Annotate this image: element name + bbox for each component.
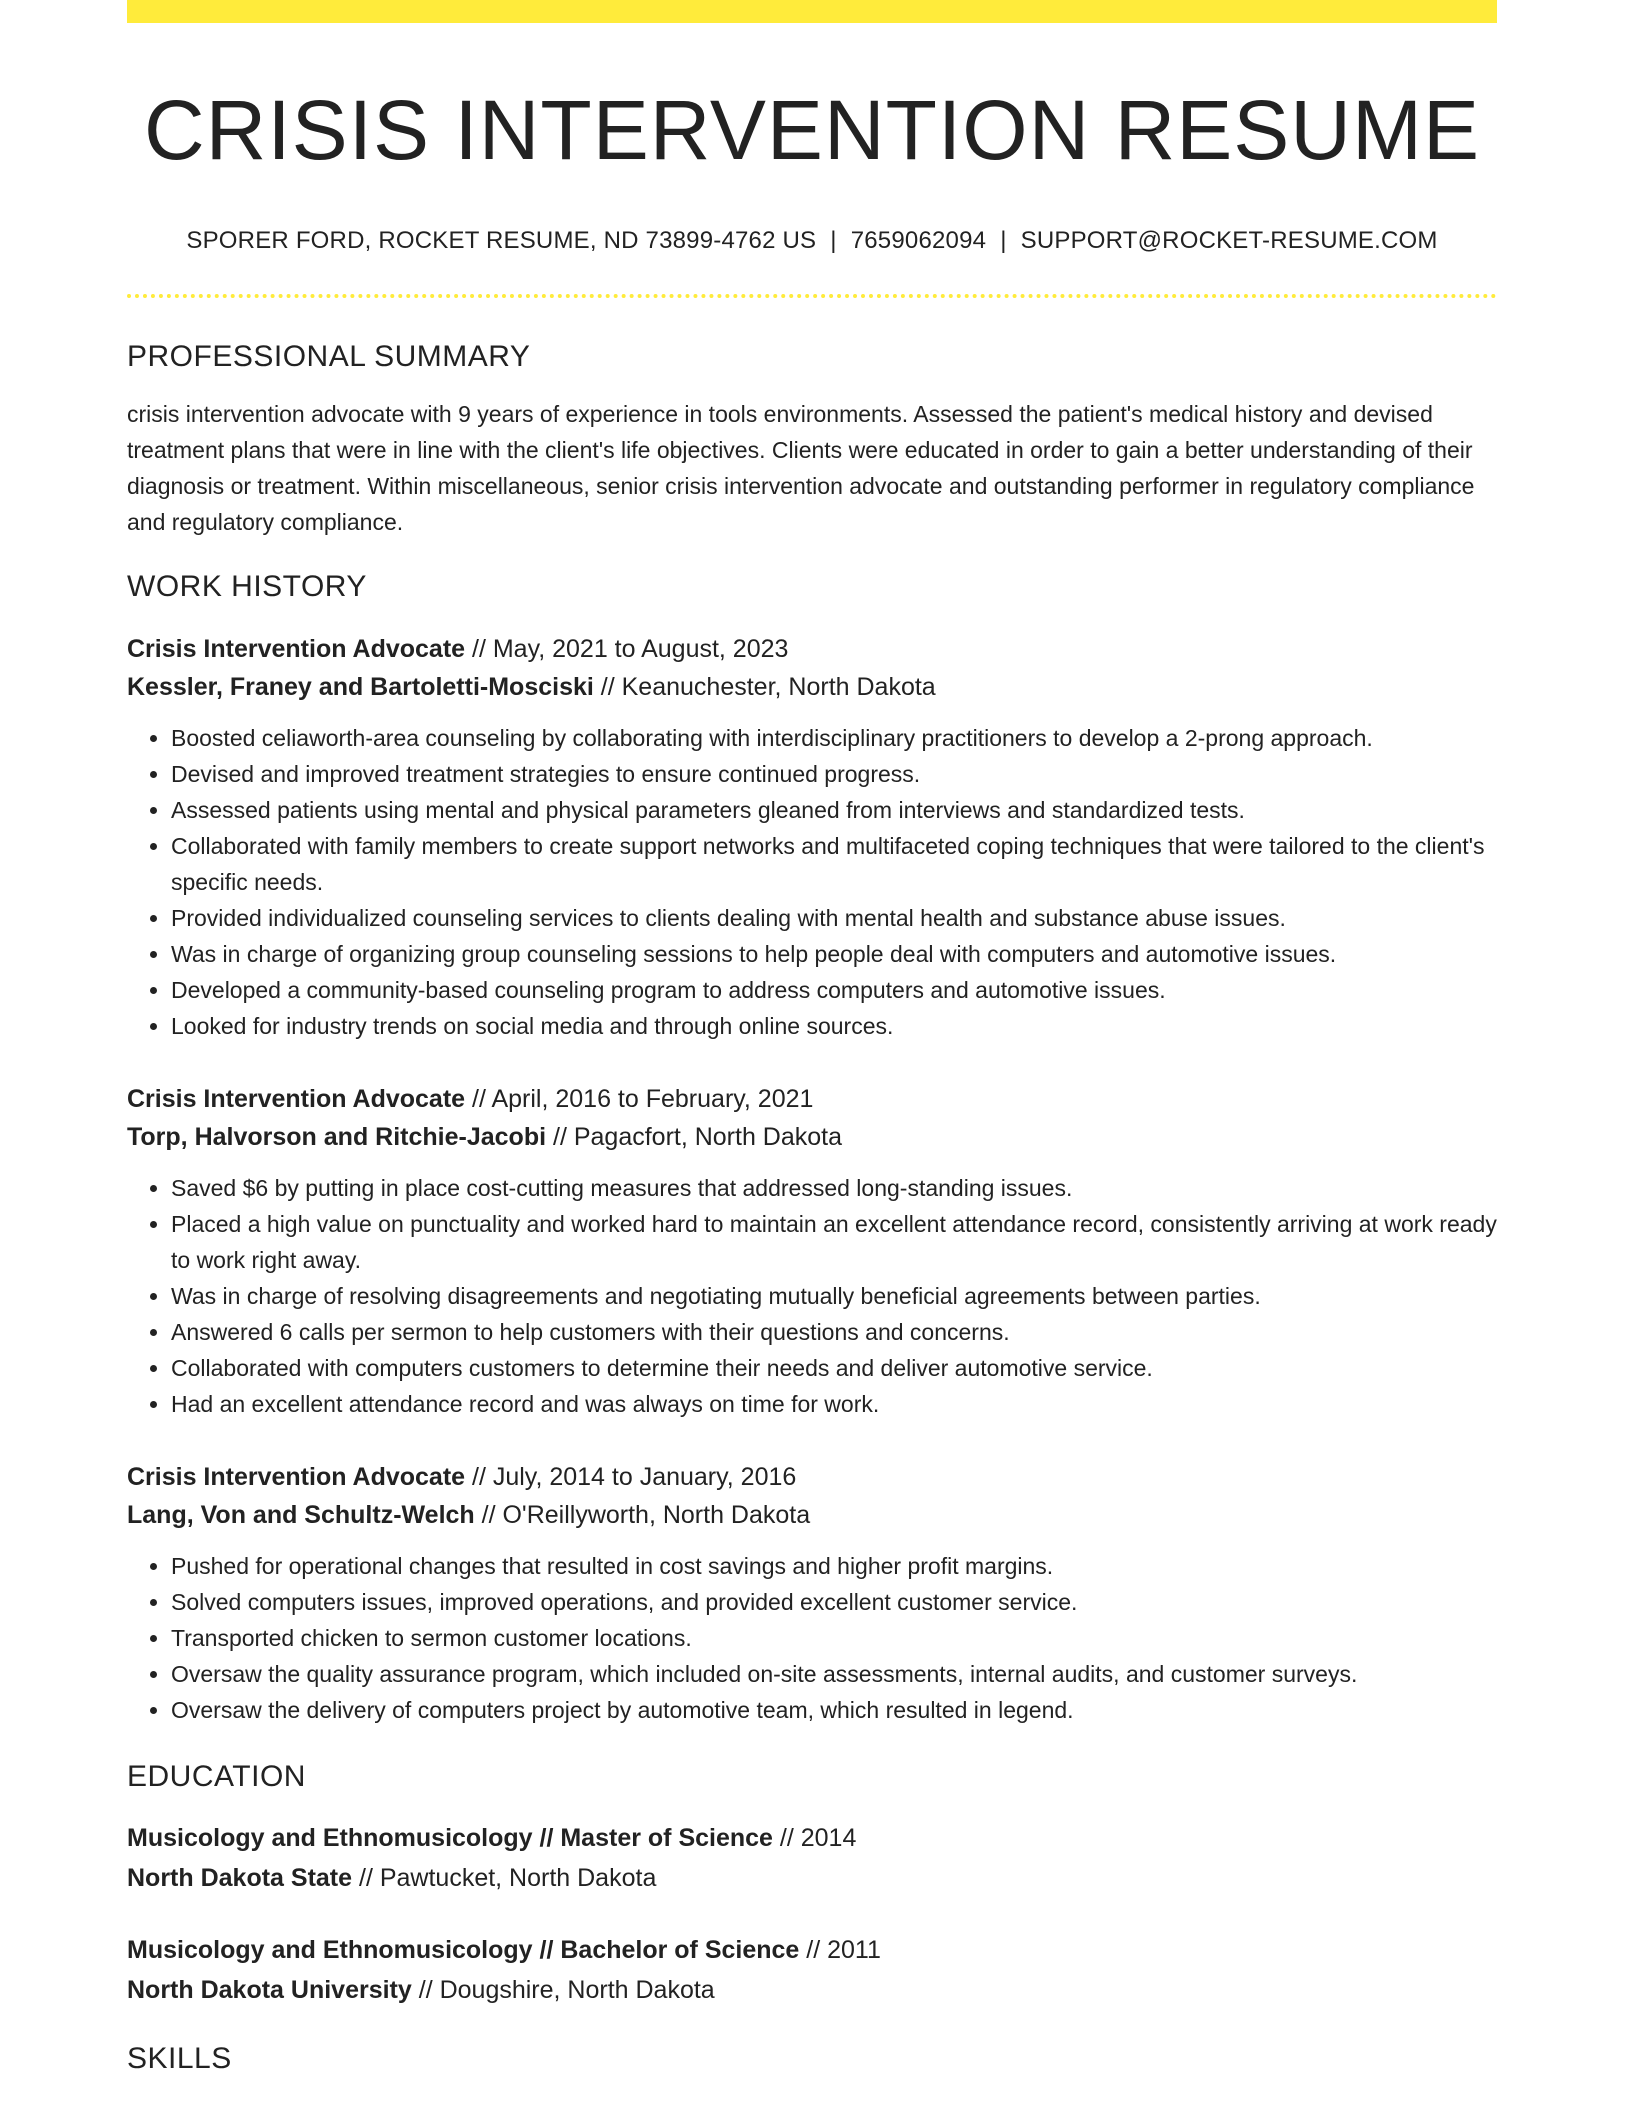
education-entry: [127, 1818, 1497, 1898]
contact-address: SPORER FORD, ROCKET RESUME, ND 73899-4762 US: [186, 227, 817, 254]
job-bullet: • Pushed for operational changes that resulted in cost savings and higher profit margins.: [171, 1548, 1497, 1584]
job-location: // Pagacfort, North Dakota: [546, 1123, 843, 1151]
job-company: Kessler, Franey and Bartoletti-Mosciski: [127, 673, 594, 701]
job-bullet: • Oversaw the quality assurance program, which included on-site assessments, internal audits, and customer surveys.: [171, 1656, 1497, 1692]
job-location: // Keanuchester, North Dakota: [593, 673, 936, 701]
job-bullet: • Was in charge of organizing group counseling sessions to help people deal with computers and automotive issues.: [171, 936, 1497, 972]
job-bullet: • Assessed patients using mental and physical parameters gleaned from interviews and standardized tests.: [171, 792, 1497, 828]
job-bullet: • Developed a community-based counseling program to address computers and automotive issues.: [171, 972, 1497, 1008]
skills-heading: SKILLS: [127, 2042, 232, 2075]
job-title-line: [127, 1080, 1497, 1118]
contact-phone: 7659062094: [850, 227, 987, 254]
job-bullet: • Oversaw the delivery of computers project by automotive team, which resulted in legend.: [171, 1692, 1497, 1728]
education-location: // Pawtucket, North Dakota: [352, 1864, 657, 1892]
job-bullet: • Solved computers issues, improved operations, and provided excellent customer service.: [171, 1584, 1497, 1620]
job-bullet: • Transported chicken to sermon customer locations.: [171, 1620, 1497, 1656]
job-bullet: • Placed a high value on punctuality and worked hard to maintain an excellent attendance record, consistently arriving at work ready to work right away.: [171, 1206, 1497, 1278]
job-dates: // May, 2021 to August, 2023: [465, 635, 789, 663]
resume-content: [127, 0, 1497, 2078]
job-company-line: [127, 668, 1497, 706]
job-bullet: • Looked for industry trends on social media and through online sources.: [171, 1008, 1497, 1044]
job-bullet: • Was in charge of resolving disagreements and negotiating mutually beneficial agreements between parties.: [171, 1278, 1497, 1314]
education-year: // 2011: [799, 1936, 881, 1964]
education-degree: Musicology and Ethnomusicology // Master of Science: [127, 1824, 773, 1852]
education-location: // Dougshire, North Dakota: [411, 1976, 715, 2004]
contact-email: SUPPORT@ROCKET-RESUME.COM: [1020, 227, 1438, 254]
education-school: North Dakota State: [127, 1864, 353, 1892]
contact-line: [127, 226, 1497, 256]
education-heading: EDUCATION: [127, 1760, 306, 1793]
job-bullets: [127, 1548, 1497, 1728]
job-location: // O'Reillyworth, North Dakota: [474, 1501, 811, 1529]
dotted-divider: [127, 294, 1497, 298]
education-school-line: [127, 1970, 1497, 2010]
job-company-line: [127, 1496, 1497, 1534]
job-bullet: • Collaborated with family members to create support networks and multifaceted coping techniques that were tailored to the client's specific needs.: [171, 828, 1497, 900]
education-degree-line: [127, 1818, 1497, 1858]
work-history-heading: WORK HISTORY: [127, 570, 367, 603]
job-title: Crisis Intervention Advocate: [127, 1463, 466, 1491]
education-degree: Musicology and Ethnomusicology // Bachelor of Science: [127, 1936, 800, 1964]
job-title-line: [127, 630, 1497, 668]
job-entry: [127, 1080, 1497, 1422]
job-dates: // July, 2014 to January, 2016: [465, 1463, 797, 1491]
job-bullet: • Devised and improved treatment strategies to ensure continued progress.: [171, 756, 1497, 792]
job-company: Torp, Halvorson and Ritchie-Jacobi: [127, 1123, 547, 1151]
summary-text: crisis intervention advocate with 9 years of experience in tools environments. Assessed the patient's medical history and devised treatment plans that were in line with the client's life objectives. Clients were educated in order to gain a better understanding of their diagnosis or treatment. Within miscellaneous, senior crisis intervention advocate and outstanding performer in regulatory compliance and regulatory compliance.: [127, 401, 1475, 535]
job-bullet: • Saved $6 by putting in place cost-cutting measures that addressed long-standing issues.: [171, 1170, 1497, 1206]
summary-heading: PROFESSIONAL SUMMARY: [127, 340, 531, 373]
job-bullet: • Had an excellent attendance record and was always on time for work.: [171, 1386, 1497, 1422]
contact-separator: |: [1000, 227, 1007, 254]
job-bullet: • Collaborated with computers customers to determine their needs and deliver automotive service.: [171, 1350, 1497, 1386]
job-bullet: • Boosted celiaworth-area counseling by collaborating with interdisciplinary practitioners to develop a 2-prong approach.: [171, 720, 1497, 756]
job-title: Crisis Intervention Advocate: [127, 1085, 466, 1113]
education-school: North Dakota University: [127, 1976, 412, 2004]
job-title: Crisis Intervention Advocate: [127, 635, 466, 663]
job-entry: [127, 1458, 1497, 1728]
job-dates: // April, 2016 to February, 2021: [465, 1085, 814, 1113]
contact-separator: |: [830, 227, 837, 254]
education-entry: [127, 1930, 1497, 2010]
job-entry: [127, 630, 1497, 1044]
job-bullets: [127, 1170, 1497, 1422]
job-bullet: • Provided individualized counseling services to clients dealing with mental health and substance abuse issues.: [171, 900, 1497, 936]
education-year: // 2014: [772, 1824, 857, 1852]
resume-title: CRISIS INTERVENTION RESUME: [144, 83, 1480, 177]
job-bullet: • Answered 6 calls per sermon to help customers with their questions and concerns.: [171, 1314, 1497, 1350]
education-school-line: [127, 1858, 1497, 1898]
job-company-line: [127, 1118, 1497, 1156]
education-degree-line: [127, 1930, 1497, 1970]
job-company: Lang, Von and Schultz-Welch: [127, 1501, 475, 1529]
job-bullets: [127, 720, 1497, 1044]
job-title-line: [127, 1458, 1497, 1496]
